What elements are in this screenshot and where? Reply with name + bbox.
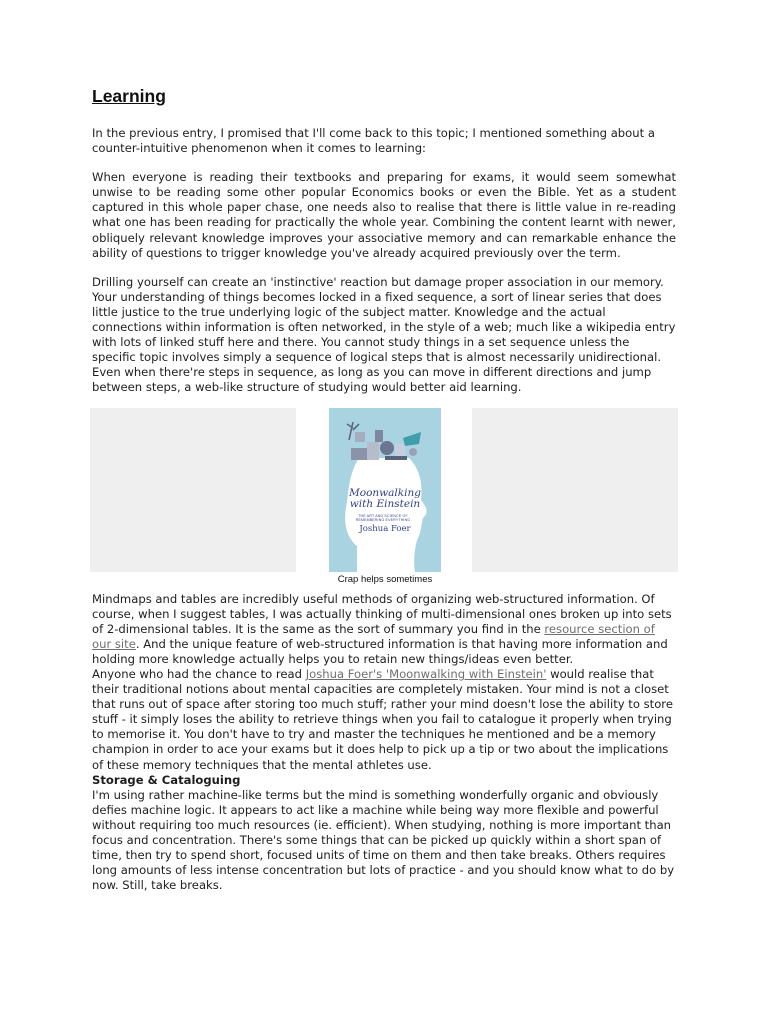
paragraph-intro: In the previous entry, I promised that I'll come back to this topic; I mentioned something about a counter-intuitive phenomenon when it comes to learning:	[92, 126, 655, 156]
curio-cluster-icon	[347, 422, 421, 460]
image-row	[92, 408, 676, 592]
paragraph-mindmaps: Mindmaps and tables are incredibly useful methods of organizing web-structured information. Of course, when I suggest tables, I was actually thinking of multi-dimensional ones broken up into sets of 2-dimensional tables. It is the same as the sort of summary you find in the resource section of our site. And the unique feature of web-structured information is that having more information and holding more knowledge actually helps you to retain new things/ideas even better.	[92, 591, 672, 666]
image-placeholder-left	[90, 408, 296, 572]
image-placeholder-right	[472, 408, 678, 572]
paragraph-moonwalking: Anyone who had the chance to read Joshua Foer's 'Moonwalking with Einstein' would realise that their traditional notions about mental capacities are completely mistaken. Your mind is not a closet that runs out of space after storing too much stuff; rather your mind doesn't lose the ability to store stuff - it simply loses the ability to retrieve things when you fail to catalogue it properly when trying to memorise it. You don't have to try and master the techniques he mentioned and be a memory champion in order to ace your exams but it does help to pick up a tip or two about the implications of these memory techniques that the mental athletes use.	[92, 666, 673, 772]
article	[92, 86, 676, 893]
book-subtitle: THE ART AND SCIENCE OF REMEMBERING EVERYTHING	[355, 513, 411, 522]
section-heading: Storage & Cataloguing	[92, 772, 241, 787]
paragraph-reading: When everyone is reading their textbooks and preparing for exams, it would seem somewhat unwise to be reading some other popular Economics books or even the Bible. Yet as a student captured in this whole paper chase, one needs also to realise that there is little value in re-reading what one has been reading for practically the whole year. Combining the content learnt with newer, obliquely relevant knowledge improves your associative memory and can remarkable enhance the ability of questions to trigger knowledge you've already acquired previously over the term.	[92, 170, 676, 260]
moonwalking-book-link[interactable]: Joshua Foer's 'Moonwalking with Einstein'	[305, 666, 547, 681]
paragraph-storage: I'm using rather machine-like terms but the mind is something wonderfully organic and obviously defies machine logic. It appears to act like a machine while being way more flexible and powerful without requiring too much resources (ie. efficient). When studying, nothing is more important than focus and concentration. There's some things that can be picked up quickly within a short span of time, then try to spend short, focused units of time on them and then take breaks. Others requires long amounts of less intense concentration but lots of practice - and you should know what to do by now. Still, take breaks.	[92, 787, 675, 893]
resource-section-link[interactable]: resource section of our site	[92, 621, 655, 651]
book-cover-image[interactable]	[329, 408, 441, 572]
book-title: Moonwalking with Einstein	[349, 486, 421, 510]
page-title: Learning	[92, 86, 166, 106]
paragraph-drilling: Drilling yourself can create an 'instinctive' reaction but damage proper association in our memory. Your understanding of things becomes locked in a fixed sequence, a sort of linear series that does little justice to the true underlying logic of the subject matter. Knowledge and the actual connections within information is often networked, in the style of a web; much like a wikipedia entry with lots of linked stuff here and there. You cannot study things in a set sequence unless the specific topic involves simply a sequence of logical steps that is almost necessarily unidirectional. Even when there're steps in sequence, as long as you can move in different directions and jump between steps, a web-like structure of studying would better aid learning.	[92, 274, 676, 395]
figure-caption: Crap helps sometimes	[337, 573, 433, 585]
book-author: Joshua Foer	[359, 523, 411, 534]
